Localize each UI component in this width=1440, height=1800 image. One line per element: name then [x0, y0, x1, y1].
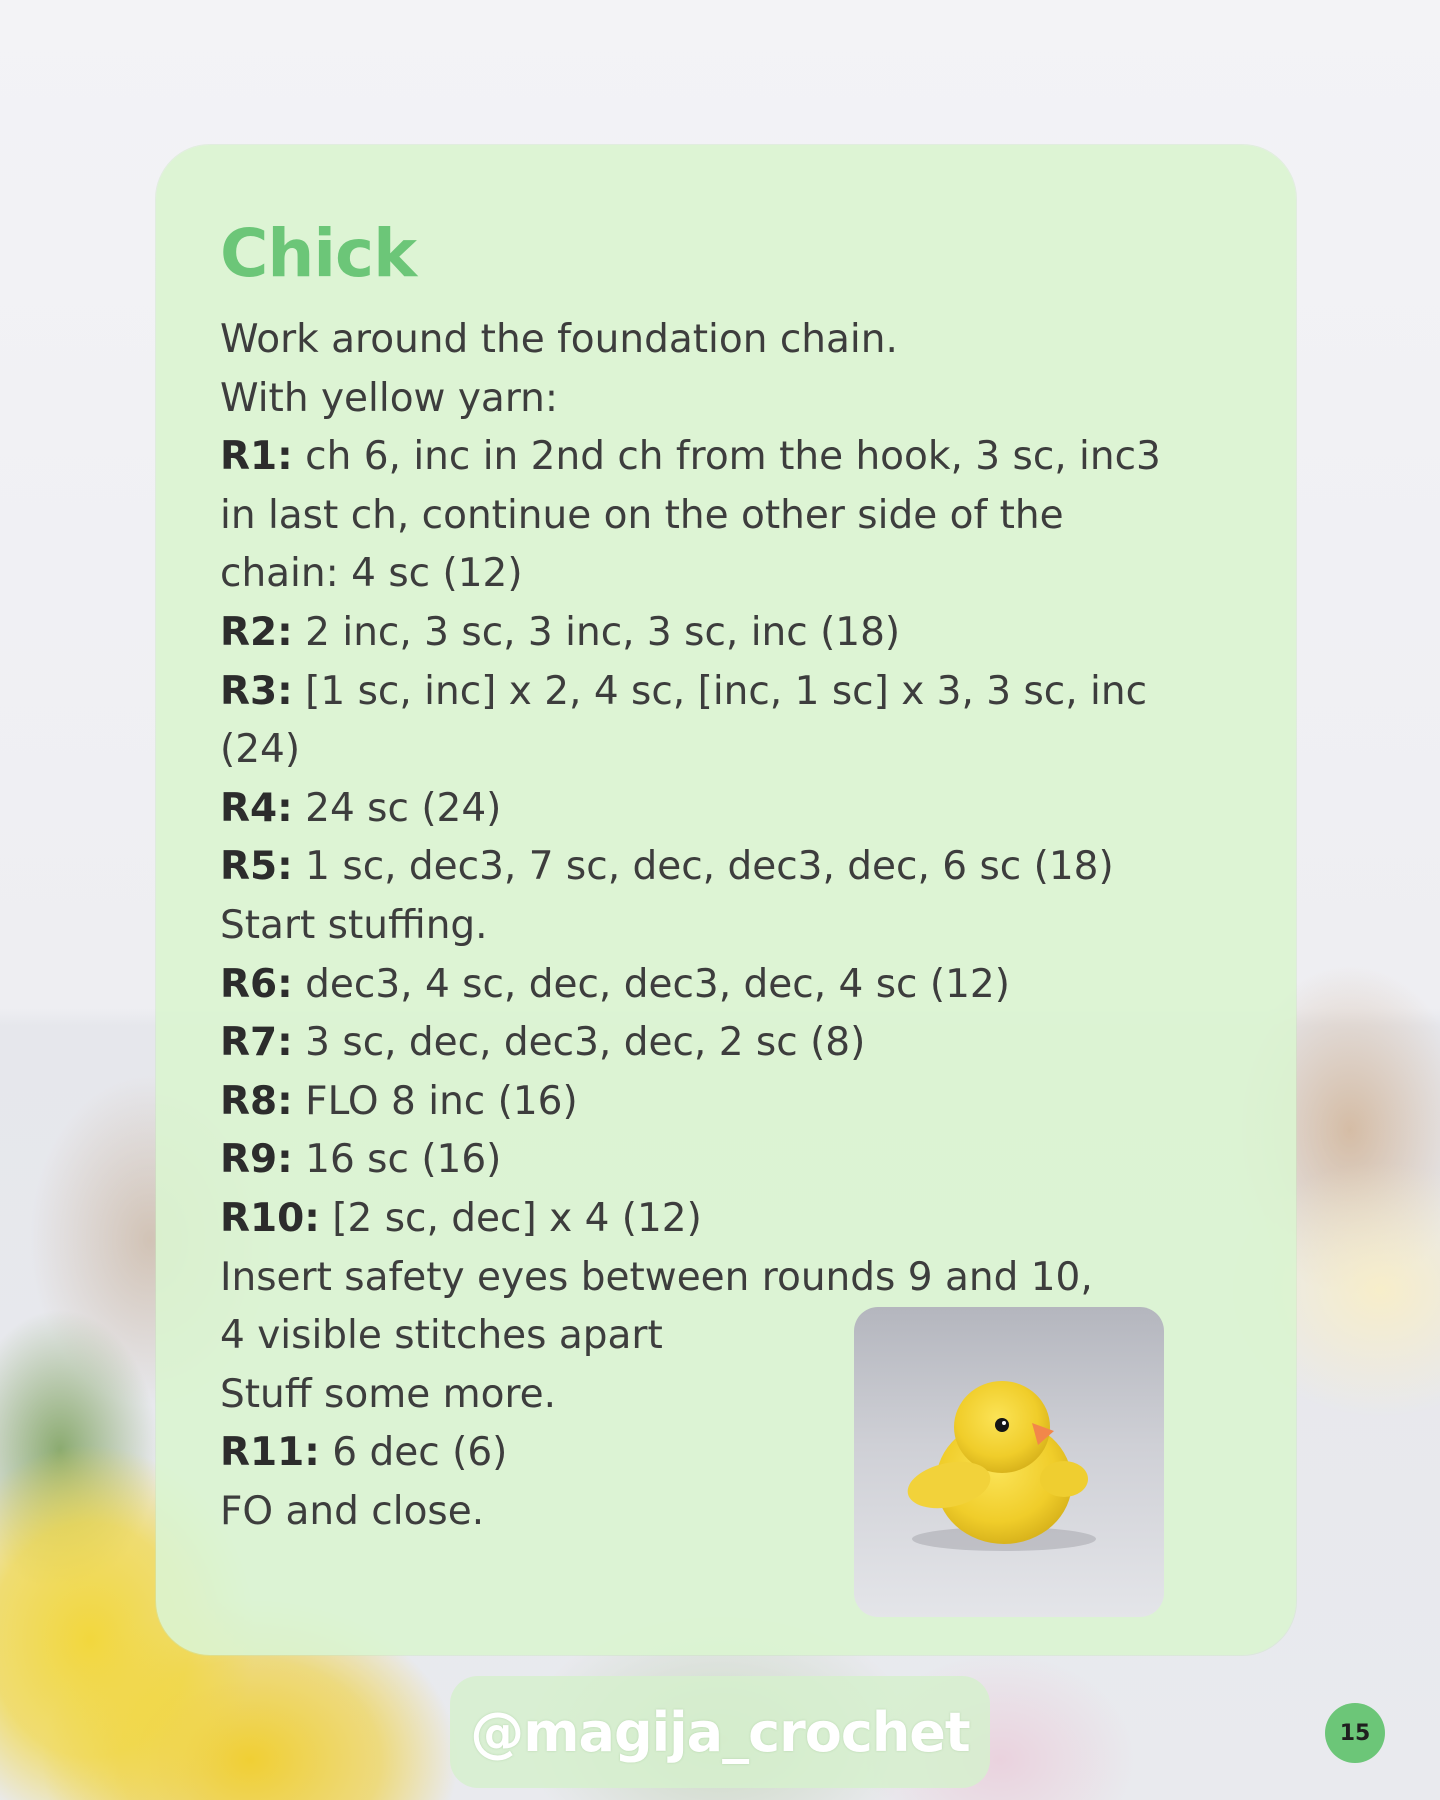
round-label: R9:: [220, 1137, 293, 1183]
instruction-line: [220, 428, 1240, 487]
round-text: [1 sc, inc] x 2, 4 sc, [inc, 1 sc] x 3, 3 sc, inc: [292, 668, 1148, 714]
round-label: R6:: [220, 961, 293, 1007]
instruction-line: [220, 897, 1240, 956]
round-label: R7:: [220, 1020, 293, 1066]
round-text: [2 sc, dec] x 4 (12): [319, 1195, 702, 1241]
round-text: 1 sc, dec3, 7 sc, dec, dec3, dec, 6 sc (18): [292, 844, 1114, 890]
round-label: R8:: [220, 1078, 293, 1124]
social-handle: @magija_crochet: [470, 1700, 970, 1764]
round-text: 16 sc (16): [292, 1137, 502, 1183]
round-text: FLO 8 inc (16): [292, 1078, 578, 1124]
round-text: (24): [220, 727, 301, 773]
round-text: Work around the foundation chain.: [220, 317, 898, 362]
round-label: R2:: [220, 609, 293, 655]
instruction-line: [220, 780, 1240, 839]
round-label: R10:: [220, 1195, 320, 1241]
pattern-title: Chick: [220, 215, 417, 292]
round-text: ch 6, inc in 2nd ch from the hook, 3 sc, inc3: [292, 434, 1161, 480]
round-text: With yellow yarn:: [220, 375, 559, 421]
round-text: chain: 4 sc (12): [220, 551, 523, 597]
round-label: R3:: [220, 668, 293, 714]
round-text: 6 dec (6): [319, 1430, 508, 1476]
instruction-line: [220, 838, 1240, 897]
instruction-line: [220, 1131, 1240, 1190]
round-text: dec3, 4 sc, dec, dec3, dec, 4 sc (12): [292, 961, 1010, 1007]
instruction-line: [220, 956, 1240, 1015]
round-label: R1:: [220, 434, 293, 480]
round-text: 4 visible stitches apart: [220, 1313, 663, 1359]
instruction-line: [220, 370, 1240, 429]
round-text: FO and close.: [220, 1488, 485, 1534]
round-text: Start stuffing.: [220, 902, 488, 948]
instruction-line: [220, 1073, 1240, 1132]
instruction-line: [220, 1249, 1240, 1308]
round-text: Insert safety eyes between rounds 9 and 10,: [220, 1254, 1093, 1300]
round-label: R5:: [220, 844, 293, 890]
round-text: in last ch, continue on the other side of the: [220, 492, 1064, 538]
instruction-line: [220, 487, 1240, 546]
instruction-line: [220, 1190, 1240, 1249]
instruction-line: [220, 721, 1240, 780]
round-text: 2 inc, 3 sc, 3 inc, 3 sc, inc (18): [292, 609, 901, 655]
round-label: R11:: [220, 1430, 320, 1476]
instruction-line: [220, 311, 1240, 370]
instruction-line: [220, 663, 1240, 722]
chick-photo: [854, 1307, 1164, 1617]
round-text: 24 sc (24): [292, 785, 502, 831]
chick-illustration: [854, 1307, 1164, 1617]
round-text: Stuff some more.: [220, 1371, 557, 1417]
round-label: R4:: [220, 785, 293, 831]
page-number: 15: [1325, 1703, 1385, 1763]
instruction-line: [220, 1014, 1240, 1073]
social-handle-banner: [450, 1676, 990, 1788]
pattern-card: [156, 145, 1296, 1655]
round-text: 3 sc, dec, dec3, dec, 2 sc (8): [292, 1020, 866, 1066]
instruction-line: [220, 604, 1240, 663]
instruction-line: [220, 545, 1240, 604]
